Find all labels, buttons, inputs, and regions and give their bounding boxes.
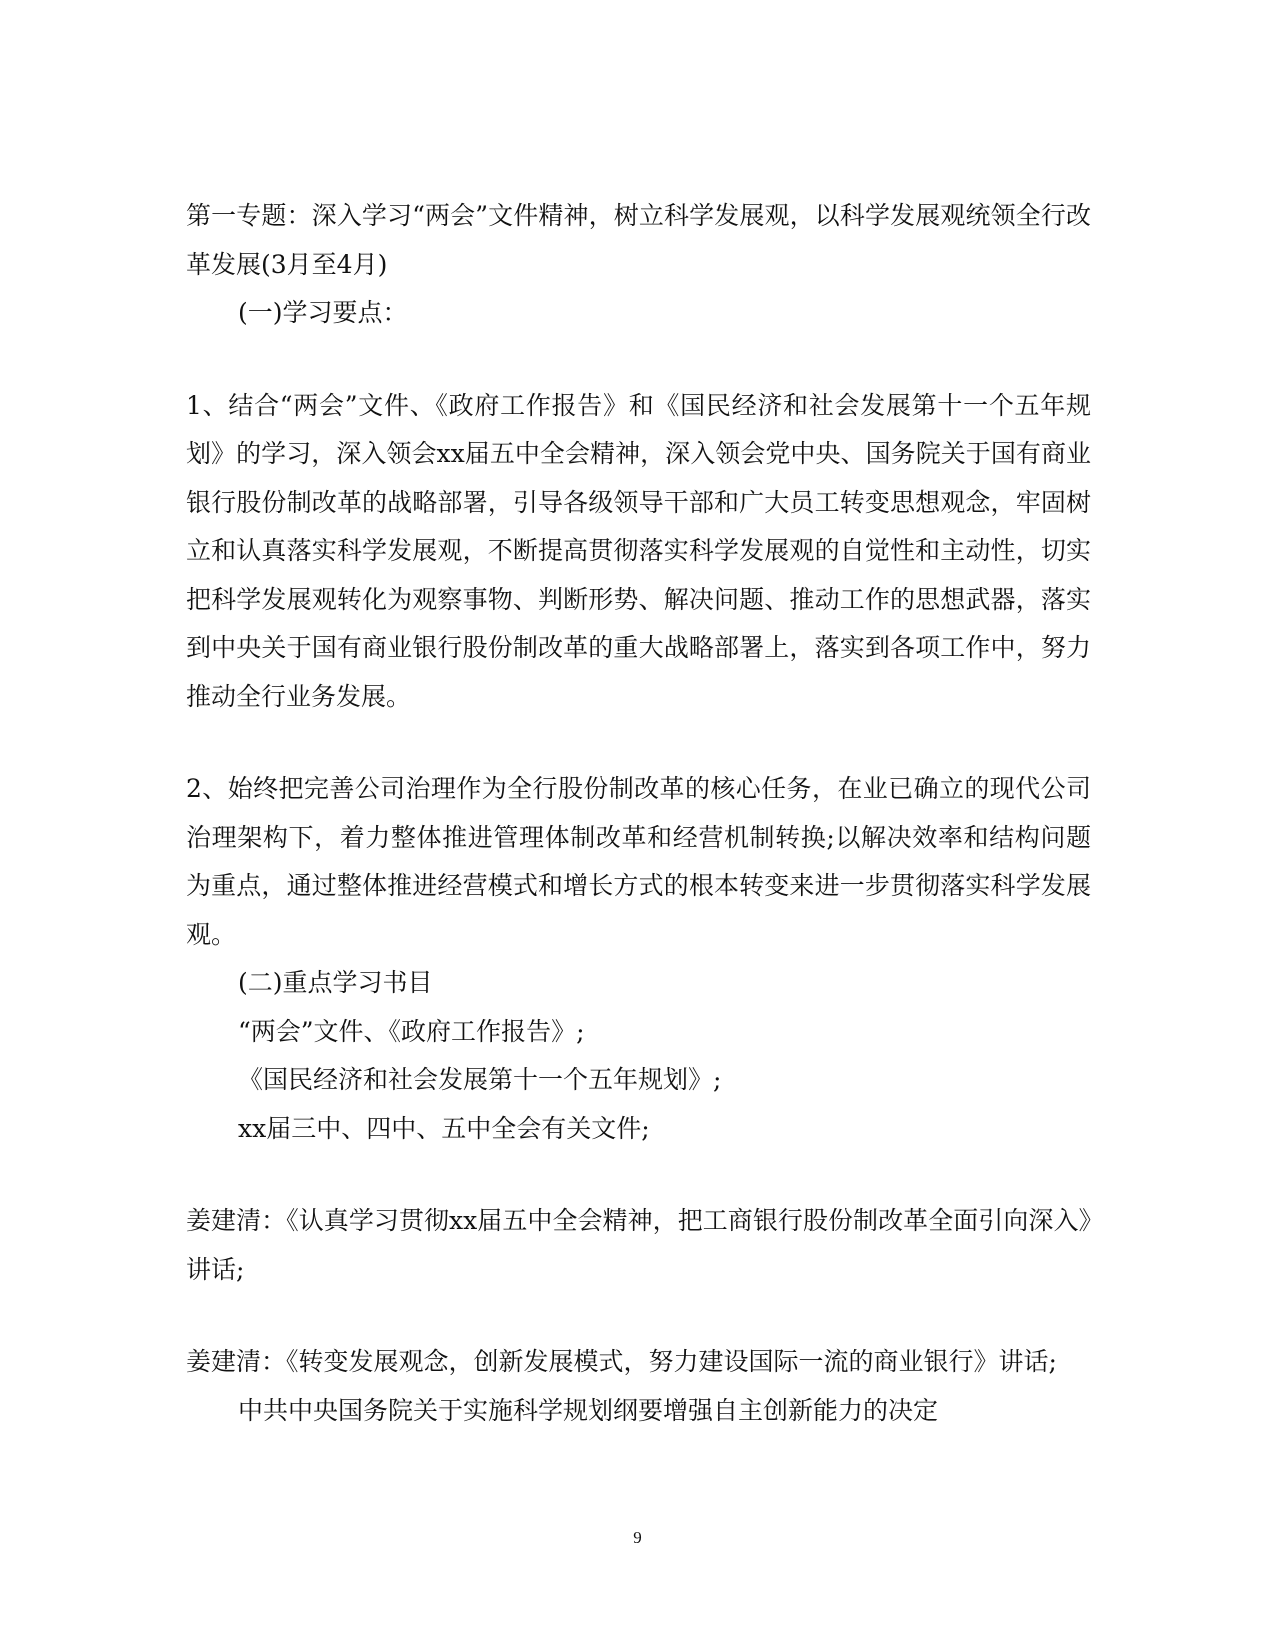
paragraph: 姜建清：《认真学习贯彻xx届五中全会精神，把工商银行股份制改革全面引向深入》讲话;: [186, 1206, 1091, 1284]
paragraph-spacer: [186, 1294, 1091, 1338]
paragraph-spacer: [186, 1153, 1091, 1197]
document-body: [186, 192, 1091, 1435]
indented-paragraph: xx届三中、四中、五中全会有关文件;: [238, 1113, 650, 1143]
indented-paragraph: 中共中央国务院关于实施科学规划纲要增强自主创新能力的决定: [238, 1395, 939, 1425]
paragraph-spacer: [186, 721, 1091, 765]
paragraph: 姜建清：《转变发展观念，创新发展模式，努力建设国际一流的商业银行》讲话;: [186, 1347, 1057, 1376]
indented-paragraph: 《国民经济和社会发展第十一个五年规划》;: [238, 1065, 722, 1094]
paragraph: 1、结合“两会”文件、《政府工作报告》和《国民经济和社会发展第十一个五年规划》的学习，深入领会xx届五中全会精神，深入领会党中央、国务院关于国有商业银行股份制改革的战略部署，引导各级领导干部和广大员工转变思想观念，牢固树立和认真落实科学发展观，不断提高贯彻落实科学发展观的自觉性和主动性，切实把科学发展观转化为观察事物、判断形势、解决问题、推动工作的思想武器，落实到中央关于国有商业银行股份制改革的重大战略部署上，落实到各项工作中，努力推动全行业务发展。: [186, 390, 1091, 711]
paragraph: 2、始终把完善公司治理作为全行股份制改革的核心任务，在业已确立的现代公司治理架构下，着力整体推进管理体制改革和经营机制转换;以解决效率和结构问题为重点，通过整体推进经营模式和增长方式的根本转变来进一步贯彻落实科学发展观。: [186, 774, 1091, 949]
indented-paragraph: (二)重点学习书目: [238, 968, 433, 997]
paragraph-spacer: [186, 338, 1091, 382]
paragraph: 第一专题：深入学习“两会”文件精神，树立科学发展观，以科学发展观统领全行改革发展(3月至4月): [186, 201, 1091, 279]
page-number: 9: [633, 1528, 642, 1547]
indented-paragraph: “两会”文件、《政府工作报告》;: [238, 1016, 585, 1046]
indented-paragraph: (一)学习要点：: [238, 298, 408, 327]
